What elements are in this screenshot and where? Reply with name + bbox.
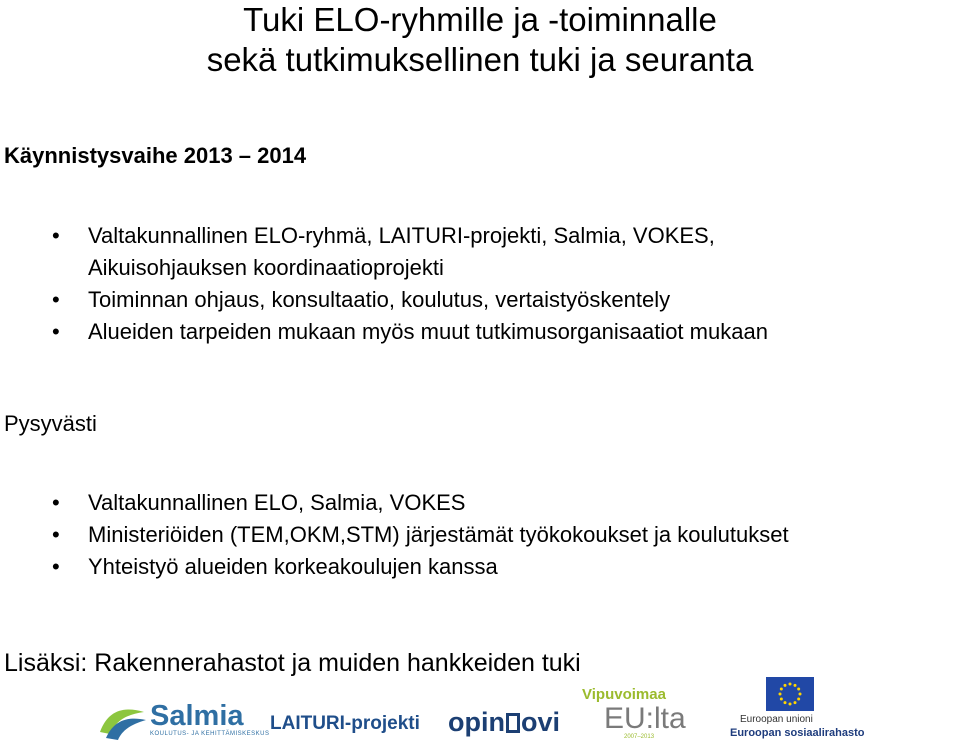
eu-star-icon [780, 688, 783, 691]
eu-fund-label: Euroopan sosiaalirahasto [730, 727, 865, 739]
salmia-subtitle: KOULUTUS- JA KEHITTÄMISKESKUS [150, 731, 270, 737]
eu-star-icon [789, 703, 792, 706]
list-item-line: • Valtakunnallinen ELO-ryhmä, LAITURI-projekti, Salmia, VOKES, [88, 223, 715, 248]
title-line-2: sekä tutkimuksellinen tuki ja seuranta [206, 41, 754, 78]
eu-star-icon [799, 693, 802, 696]
start-phase-list [0, 220, 768, 348]
eu-star-icon [797, 698, 800, 701]
vipuvoimaa-top: Vipuvoimaa [582, 686, 666, 703]
list-item [0, 519, 789, 551]
opinovi-logo [448, 706, 560, 738]
door-icon [506, 713, 520, 733]
title-line-1: Tuki ELO-ryhmille ja -toiminnalle [243, 1, 717, 38]
eu-stars-icon [766, 677, 814, 711]
salmia-mark-icon [98, 702, 148, 740]
eu-star-icon [779, 693, 782, 696]
eu-star-icon [797, 688, 800, 691]
eu-star-icon [784, 701, 787, 704]
eu-logo [730, 677, 865, 742]
list-item [0, 284, 768, 316]
eu-star-icon [789, 683, 792, 686]
salmia-logo [98, 700, 270, 740]
permanent-heading: Pysyvästi [4, 411, 97, 436]
vipuvoimaa-years: 2007–2013 [624, 734, 655, 740]
list-item [0, 220, 768, 284]
opinovi-text-a: opin [448, 707, 505, 737]
list-item-line: • Valtakunnallinen ELO, Salmia, VOKES [88, 490, 466, 515]
permanent-list [0, 487, 789, 583]
eu-union-label: Euroopan unioni [740, 714, 813, 725]
footer-note: Lisäksi: Rakennerahastot ja muiden hankkeiden tuki [4, 649, 581, 677]
list-item-line: • Yhteistyö alueiden korkeakoulujen kanssa [88, 554, 498, 579]
eu-flag-icon [766, 677, 814, 711]
eu-star-icon [780, 698, 783, 701]
list-item-line: Aikuisohjauksen koordinaatioprojekti [88, 255, 444, 280]
list-item-line: • Ministeriöiden (TEM,OKM,STM) järjestämät työkokoukset ja koulutukset [88, 522, 789, 547]
laituri-logo: LAITURI-projekti [270, 713, 420, 734]
list-item [0, 551, 789, 583]
salmia-wordmark: Salmia [150, 700, 244, 732]
vipuvoimaa-main: EU:lta [604, 702, 686, 735]
eu-star-icon [794, 684, 797, 687]
list-item-line: • Toiminnan ohjaus, konsultaatio, koulutus, vertaistyöskentely [88, 287, 671, 312]
eu-star-icon [784, 684, 787, 687]
eu-star-icon [794, 701, 797, 704]
page-title [0, 0, 960, 80]
start-phase-heading: Käynnistysvaihe 2013 – 2014 [4, 143, 307, 168]
vipuvoimaa-logo [580, 686, 700, 742]
list-item-line: • Alueiden tarpeiden mukaan myös muut tutkimusorganisaatiot mukaan [88, 319, 768, 344]
list-item [0, 487, 789, 519]
list-item [0, 316, 768, 348]
opinovi-text-b: ovi [520, 707, 560, 737]
